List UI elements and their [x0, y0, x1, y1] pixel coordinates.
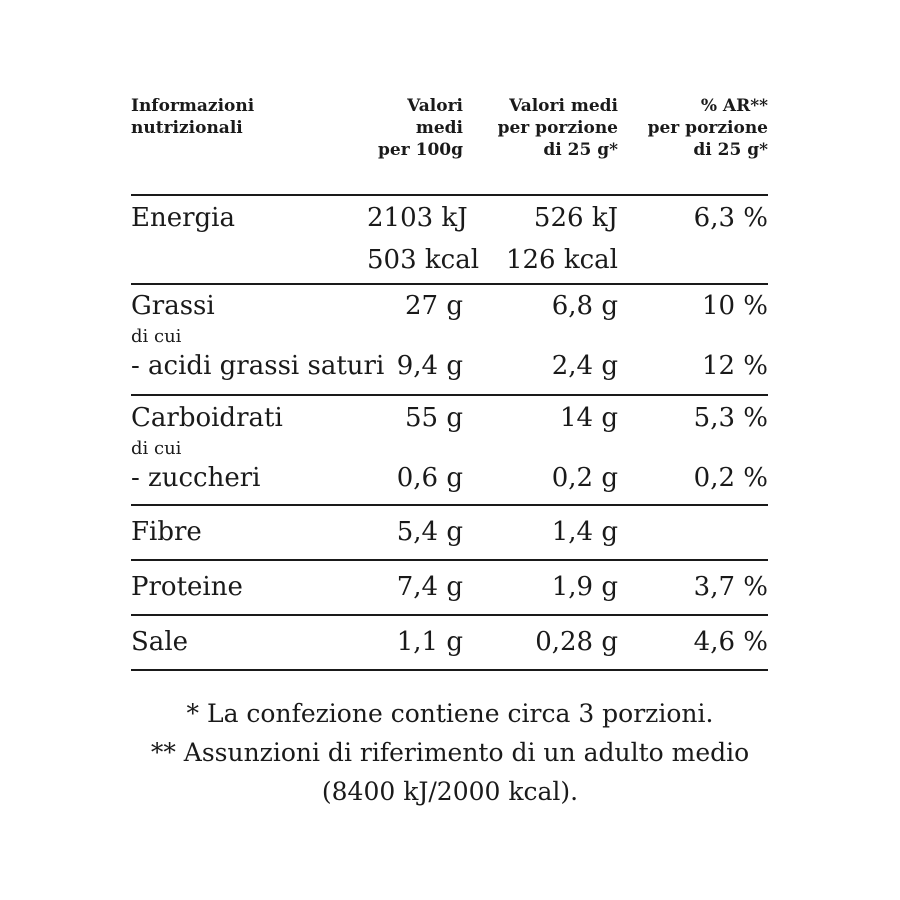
- sub-value-per-portion: 2,4 g: [551, 351, 618, 381]
- sub-value-ar: 0,2 %: [693, 463, 768, 493]
- value-per-100g: 5,4 g: [396, 517, 463, 547]
- nutrition-table: [131, 95, 768, 671]
- footnote-portions: * La confezione contiene circa 3 porzioni.: [186, 699, 714, 728]
- value-per-portion: 14 g: [560, 403, 618, 433]
- table-row-energia: [131, 196, 768, 283]
- sub-row-label: - acidi grassi saturi: [131, 351, 385, 381]
- value-per-portion: 1,9 g: [551, 572, 618, 602]
- value-ar: [618, 519, 768, 545]
- value-per-100g: 27 g: [405, 291, 463, 321]
- sub-row-label: - zuccheri: [131, 463, 261, 493]
- row-label: Carboidrati: [131, 403, 283, 433]
- table-row-carboidrati: [131, 396, 768, 504]
- row-label: Fibre: [131, 517, 202, 547]
- value-per-100g: 1,1 g: [396, 627, 463, 657]
- divider: [131, 669, 768, 671]
- sub-value-ar: 12 %: [701, 351, 768, 381]
- header-nutrition-info: Informazioni nutrizionali: [131, 96, 255, 138]
- header-per-portion: Valori medi per porzione di 25 g*: [497, 96, 618, 160]
- footnotes: [0, 694, 900, 811]
- table-row-fibre: [131, 506, 768, 559]
- sub-value-per-100g: 0,6 g: [396, 463, 463, 493]
- value-per-100g: 7,4 g: [396, 572, 463, 602]
- value-per-100g-kcal: 503 kcal: [367, 245, 480, 275]
- value-ar: 10 %: [701, 291, 768, 321]
- value-per-100g: 55 g: [405, 403, 463, 433]
- row-label: Proteine: [131, 572, 243, 602]
- header-ar-percent: % AR** per porzione di 25 g*: [647, 96, 768, 160]
- value-ar: 6,3 %: [693, 203, 768, 233]
- value-per-100g-kj: 2103 kJ: [367, 203, 468, 233]
- of-which-label: di cui: [131, 326, 182, 347]
- sub-value-per-portion: 0,2 g: [551, 463, 618, 493]
- row-label: Energia: [131, 203, 235, 233]
- value-per-portion: 1,4 g: [551, 517, 618, 547]
- value-ar: 3,7 %: [693, 572, 768, 602]
- footnote-reference-intake: ** Assunzioni di riferimento di un adulto medio: [150, 738, 750, 767]
- of-which-label: di cui: [131, 438, 182, 459]
- value-ar: 4,6 %: [693, 627, 768, 657]
- value-per-portion: 6,8 g: [551, 291, 618, 321]
- value-per-portion-kcal: 126 kcal: [505, 245, 618, 275]
- value-per-portion-kj: 526 kJ: [533, 203, 618, 233]
- value-per-portion: 0,28 g: [535, 627, 618, 657]
- header-per-100g: Valori medi per 100g: [378, 96, 463, 160]
- footnote-energy-reference: (8400 kJ/2000 kcal).: [321, 777, 579, 806]
- table-header: [131, 95, 768, 194]
- row-label: Sale: [131, 627, 189, 657]
- value-ar: 5,3 %: [693, 403, 768, 433]
- row-label: Grassi: [131, 291, 215, 321]
- table-row-grassi: [131, 285, 768, 394]
- sub-value-per-100g: 9,4 g: [396, 351, 463, 381]
- table-row-sale: [131, 616, 768, 669]
- table-row-proteine: [131, 561, 768, 614]
